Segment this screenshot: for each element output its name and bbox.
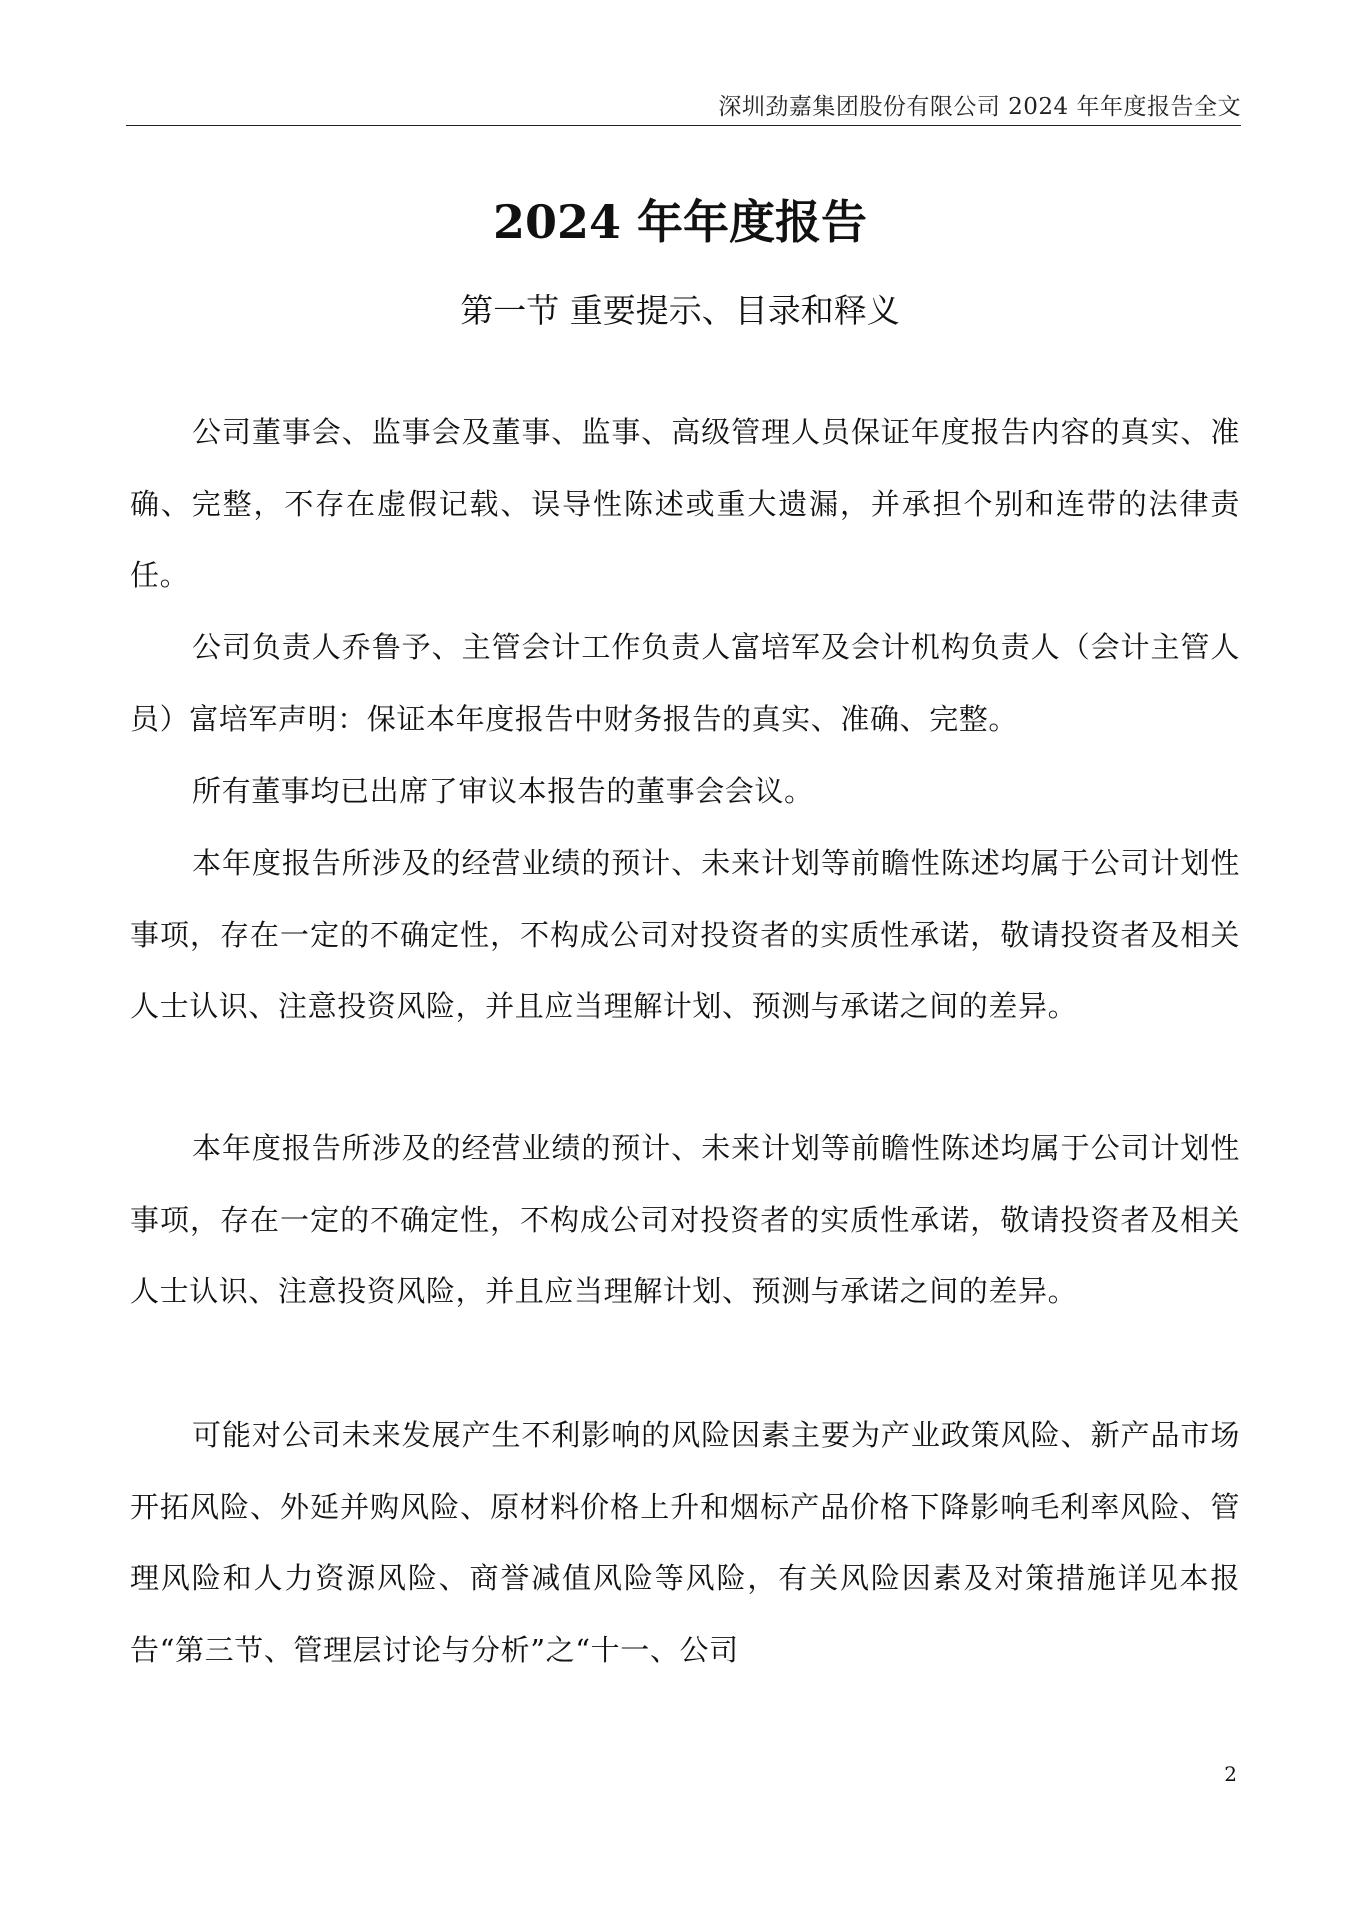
paragraph-responsibility-statement: 公司董事会、监事会及董事、监事、高级管理人员保证年度报告内容的真实、准确、完整，不存在虚假记载、误导性陈述或重大遗漏，并承担个别和连带的法律责任。 bbox=[130, 415, 1240, 592]
paragraph-forward-looking-statement-repeat: 本年度报告所涉及的经营业绩的预计、未来计划等前瞻性陈述均属于公司计划性事项，存在一定的不确定性，不构成公司对投资者的实质性承诺，敬请投资者及相关人士认识、注意投资风险，并且应当理解计划、预测与承诺之间的差异。 bbox=[130, 1131, 1240, 1308]
paragraph-forward-looking-statement: 本年度报告所涉及的经营业绩的预计、未来计划等前瞻性陈述均属于公司计划性事项，存在一定的不确定性，不构成公司对投资者的实质性承诺，敬请投资者及相关人士认识、注意投资风险，并且应当理解计划、预测与承诺之间的差异。 bbox=[130, 846, 1240, 1023]
document-title: 2024 年年度报告 bbox=[492, 194, 868, 249]
paragraph-risk-factors: 可能对公司未来发展产生不利影响的风险因素主要为产业政策风险、新产品市场开拓风险、外延并购风险、原材料价格上升和烟标产品价格下降影响毛利率风险、管理风险和人力资源风险、商誉减值风险等风险，有关风险因素及对策措施详见本报告“第三节、管理层讨论与分析”之“十一、公司 bbox=[130, 1418, 1240, 1667]
paragraph-board-attendance: 所有董事均已出席了审议本报告的董事会会议。 bbox=[192, 774, 814, 808]
header-rule bbox=[126, 125, 1241, 126]
section-title: 第一节 重要提示、目录和释义 bbox=[460, 291, 900, 330]
page-number: 2 bbox=[1224, 1762, 1237, 1786]
paragraph-financial-statement-declaration: 公司负责人乔鲁予、主管会计工作负责人富培军及会计机构负责人（会计主管人员）富培军声明：保证本年度报告中财务报告的真实、准确、完整。 bbox=[130, 630, 1240, 736]
running-header: 深圳劲嘉集团股份有限公司 2024 年年度报告全文 bbox=[718, 94, 1241, 120]
